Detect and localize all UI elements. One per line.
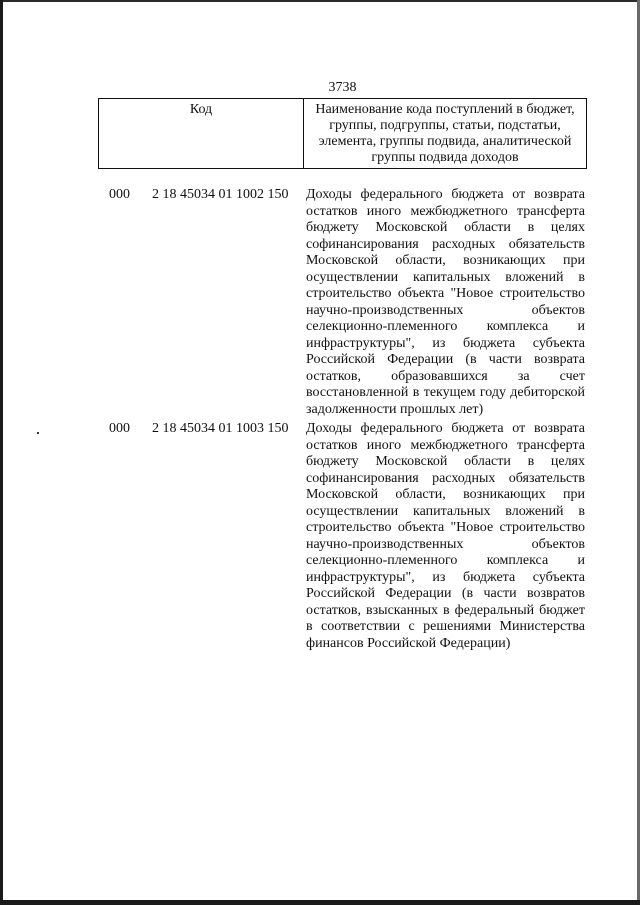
revenue-description: Доходы федерального бюджета от возврата остатков иного межбюджетного трансферта бюджету Московской области в целях софинансирования расходных обязательств Московской области, возникающих при осуществлении капитальных вложений в строительство объекта "Новое строительство научно-производственных объектов селекционно-племенного комплекса и инфраструктуры", из бюджета субъекта Российской Федерации (в части возврата остатков, образовавшихся за счет восстановленной в текущем году дебиторской задолженности прошлых лет) — [306, 187, 585, 417]
column-header-row — [99, 99, 587, 169]
code-column-header: Код — [99, 99, 304, 169]
scan-speck — [37, 432, 39, 434]
column-header-table — [98, 98, 587, 169]
budget-classification-code: 2 18 45034 01 1003 150 — [152, 421, 289, 436]
revenue-description: Доходы федерального бюджета от возврата остатков иного межбюджетного трансферта бюджету Московской области в целях софинансирования расходных обязательств Московской области, возникающих при осуществлении капитальных вложений в строительство объекта "Новое строительство научно-производственных объектов селекционно-племенного комплекса и инфраструктуры", из бюджета субъекта Российской Федерации (в части возвратов остатков, взысканных в федеральный бюджет в соответствии с решениями Министерства финансов Российской Федерации) — [306, 421, 585, 651]
budget-classification-code: 2 18 45034 01 1002 150 — [152, 187, 289, 202]
scan-border-top — [0, 0, 640, 2]
scan-border-left — [0, 0, 3, 905]
page-number: 3738 — [328, 80, 357, 95]
admin-code: 000 — [109, 421, 130, 436]
admin-code: 000 — [109, 187, 130, 202]
scan-border-bottom — [0, 900, 640, 905]
name-column-header: Наименование кода поступлений в бюджет, группы, подгруппы, статьи, подстатьи, элемента, группы подвида, аналитической группы подвида доходов — [304, 99, 587, 169]
